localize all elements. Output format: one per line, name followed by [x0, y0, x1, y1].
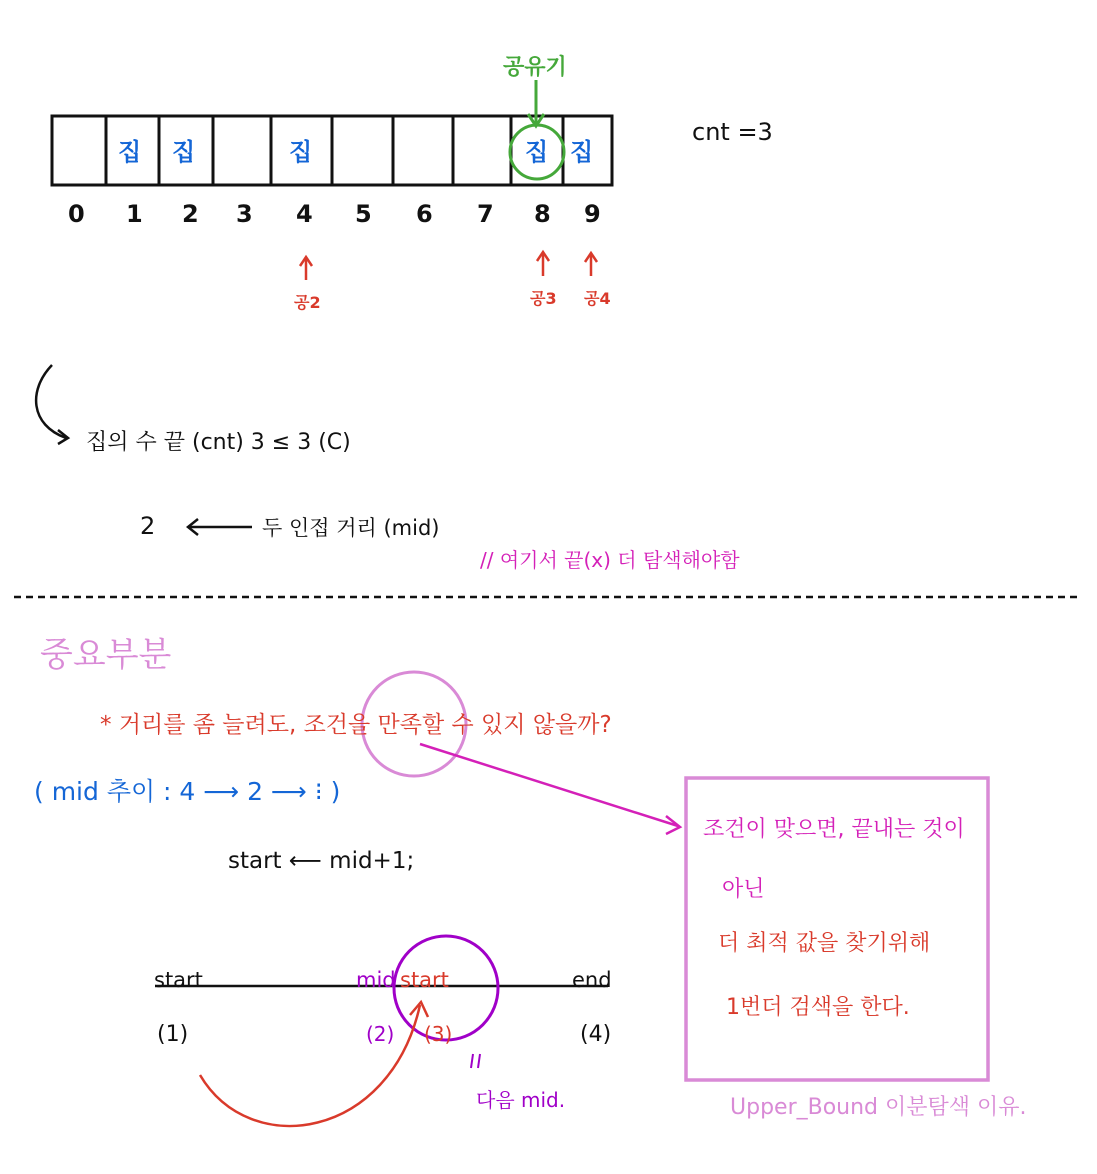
box-line-2: 아닌 — [722, 877, 765, 902]
curve-path — [36, 365, 66, 438]
tick-mark — [478, 1054, 480, 1068]
cell-2: 집 — [172, 138, 196, 166]
box-line-1: 조건이 맞으면, 끝내는 것이 — [703, 817, 965, 842]
line-new-start-label: start — [400, 968, 449, 992]
index-6: 6 — [416, 200, 433, 228]
cell-4: 집 — [289, 138, 313, 166]
mid-description: 두 인접 거리 (mid) — [262, 516, 440, 540]
box-line-4: 1번더 검색을 한다. — [726, 995, 910, 1020]
index-9: 9 — [584, 200, 601, 228]
curved-arrow — [36, 365, 68, 444]
mid-value: 2 — [140, 512, 156, 540]
jump-arrow — [200, 1002, 428, 1126]
index-2: 2 — [182, 200, 199, 228]
line-mid-label: mid — [356, 968, 396, 992]
value-mid: (2) — [366, 1022, 395, 1046]
line-end-label: end — [572, 968, 612, 992]
important-heading: 중요부분 — [40, 635, 172, 675]
cell-1: 집 — [118, 138, 142, 166]
cell-8: 집 — [525, 138, 549, 166]
next-mid-label: 다음 mid. — [476, 1088, 566, 1112]
index-7: 7 — [477, 200, 494, 228]
box-caption: Upper_Bound 이분탐색 이유. — [730, 1095, 1027, 1120]
value-end: (4) — [580, 1022, 612, 1047]
left-arrow — [188, 519, 252, 535]
pointer-arrow — [420, 744, 680, 834]
index-5: 5 — [355, 200, 372, 228]
start-update: start ⟵ mid+1; — [228, 848, 415, 874]
value-start: (1) — [157, 1022, 189, 1047]
router-label: 공유기 — [503, 55, 567, 80]
marker-4-label: 공4 — [584, 289, 611, 308]
cell-9: 집 — [570, 138, 594, 166]
marker-2-label: 공2 — [294, 293, 321, 312]
index-3: 3 — [236, 200, 253, 228]
value-new-start: (3) — [424, 1022, 453, 1046]
search-note: // 여기서 끝(x) 더 탐색해야함 — [480, 548, 740, 572]
marker-3-label: 공3 — [530, 289, 557, 308]
up-arrows — [300, 252, 597, 280]
index-1: 1 — [126, 200, 143, 228]
index-0: 0 — [68, 200, 85, 228]
pointer-line — [420, 744, 678, 826]
tick-mark — [471, 1054, 473, 1068]
mid-sequence: ( mid 추이 : 4 ⟶ 2 ⟶ ⁝ ) — [34, 777, 341, 806]
cnt-label: cnt =3 — [692, 118, 773, 146]
line-start-label: start — [154, 968, 203, 992]
condition-text: 집의 수 끝 (cnt) 3 ≤ 3 (C) — [86, 430, 351, 455]
box-line-3: 더 최적 값을 찾기위해 — [718, 931, 931, 956]
index-4: 4 — [296, 200, 313, 228]
index-8: 8 — [534, 200, 551, 228]
question-text: * 거리를 좀 늘려도, 조건을 만족할 수 있지 않을까? — [100, 712, 612, 738]
